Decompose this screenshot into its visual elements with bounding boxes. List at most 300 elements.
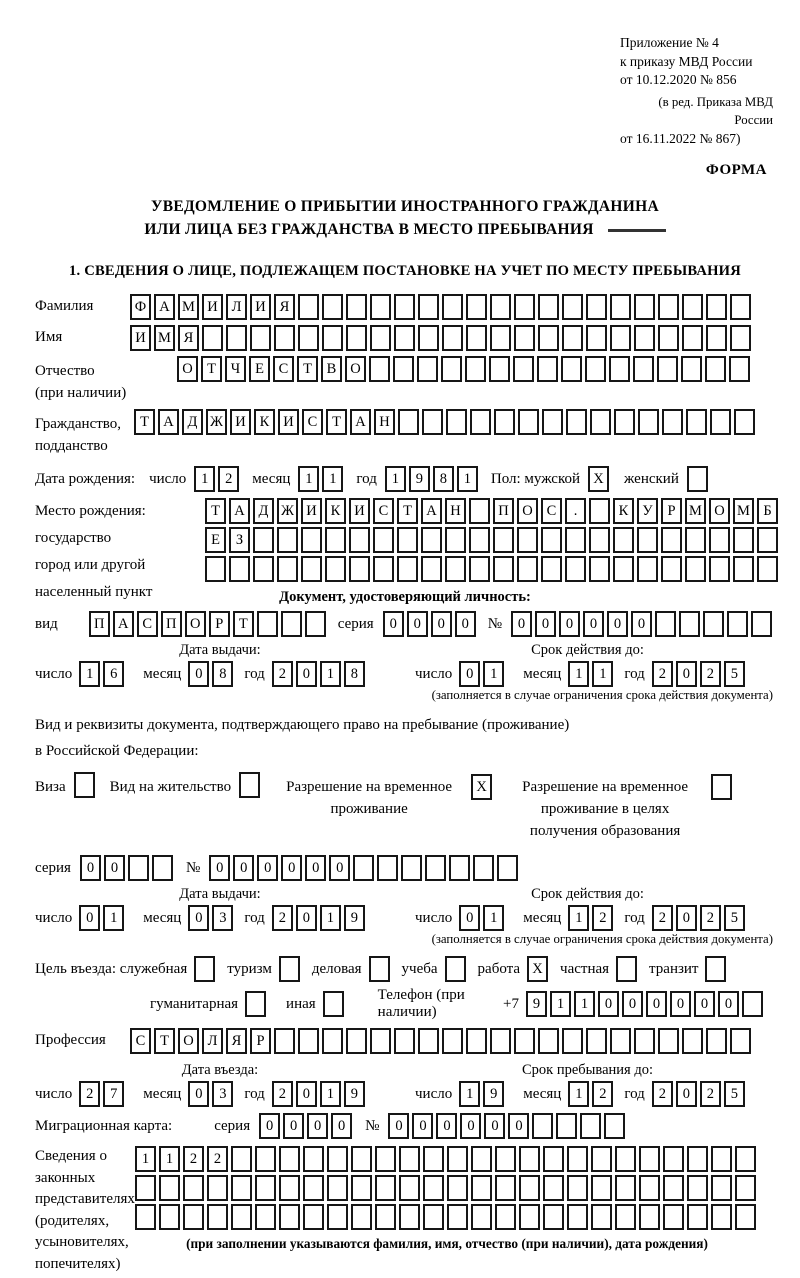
char-box[interactable]: А [229, 498, 250, 524]
char-box[interactable] [681, 356, 702, 382]
name-input[interactable] [130, 325, 754, 351]
char-box[interactable] [735, 1204, 756, 1230]
char-box[interactable]: 0 [484, 1113, 505, 1139]
char-box[interactable]: Т [201, 356, 222, 382]
char-box[interactable]: В [321, 356, 342, 382]
temp-residence-checkbox[interactable] [471, 774, 495, 800]
char-box[interactable]: 0 [209, 855, 230, 881]
char-box[interactable]: 0 [388, 1113, 409, 1139]
purpose-private-checkbox[interactable] [616, 956, 640, 982]
char-box[interactable]: 1 [568, 661, 589, 687]
char-box[interactable] [538, 1028, 559, 1054]
char-box[interactable]: 1 [79, 661, 100, 687]
char-box[interactable] [730, 294, 751, 320]
char-box[interactable] [538, 325, 559, 351]
char-box[interactable] [706, 325, 727, 351]
char-box[interactable]: 0 [508, 1113, 529, 1139]
char-box[interactable] [353, 855, 374, 881]
char-box[interactable] [253, 527, 274, 553]
char-box[interactable] [614, 409, 635, 435]
char-box[interactable]: X [588, 466, 609, 492]
char-box[interactable] [445, 527, 466, 553]
char-box[interactable]: Т [205, 498, 226, 524]
char-box[interactable] [327, 1204, 348, 1230]
char-box[interactable]: X [471, 774, 492, 800]
char-box[interactable]: 0 [455, 611, 476, 637]
char-box[interactable] [322, 294, 343, 320]
char-box[interactable]: 1 [320, 1081, 341, 1107]
char-box[interactable] [556, 1113, 577, 1139]
char-box[interactable]: . [565, 498, 586, 524]
char-box[interactable] [393, 356, 414, 382]
char-box[interactable] [250, 325, 271, 351]
char-box[interactable] [394, 325, 415, 351]
char-box[interactable]: М [685, 498, 706, 524]
char-box[interactable] [322, 1028, 343, 1054]
char-box[interactable] [591, 1146, 612, 1172]
char-box[interactable] [466, 1028, 487, 1054]
char-box[interactable] [74, 772, 95, 798]
char-box[interactable] [586, 294, 607, 320]
char-box[interactable] [469, 527, 490, 553]
char-box[interactable]: Л [226, 294, 247, 320]
char-box[interactable] [519, 1175, 540, 1201]
char-box[interactable]: Ж [277, 498, 298, 524]
char-box[interactable] [490, 325, 511, 351]
char-box[interactable]: 0 [436, 1113, 457, 1139]
char-box[interactable] [733, 556, 754, 582]
char-box[interactable] [301, 556, 322, 582]
char-box[interactable] [567, 1204, 588, 1230]
char-box[interactable] [231, 1146, 252, 1172]
char-box[interactable] [239, 772, 260, 798]
char-box[interactable] [589, 527, 610, 553]
char-box[interactable]: 0 [670, 991, 691, 1017]
char-box[interactable]: 0 [559, 611, 580, 637]
char-box[interactable] [465, 356, 486, 382]
char-box[interactable]: 0 [383, 611, 404, 637]
char-box[interactable]: 0 [331, 1113, 352, 1139]
char-box[interactable] [543, 1175, 564, 1201]
char-box[interactable] [514, 1028, 535, 1054]
char-box[interactable] [279, 956, 300, 982]
stay-until-year-input[interactable] [652, 1081, 748, 1107]
representatives-input-row3[interactable] [135, 1204, 759, 1230]
char-box[interactable] [303, 1204, 324, 1230]
char-box[interactable] [298, 294, 319, 320]
char-box[interactable]: 0 [188, 661, 209, 687]
char-box[interactable]: О [177, 356, 198, 382]
char-box[interactable] [661, 556, 682, 582]
char-box[interactable]: X [527, 956, 548, 982]
char-box[interactable] [634, 294, 655, 320]
char-box[interactable] [589, 556, 610, 582]
char-box[interactable]: 0 [631, 611, 652, 637]
char-box[interactable] [399, 1175, 420, 1201]
char-box[interactable] [615, 1204, 636, 1230]
char-box[interactable] [183, 1204, 204, 1230]
char-box[interactable]: 0 [281, 855, 302, 881]
char-box[interactable] [274, 325, 295, 351]
char-box[interactable] [639, 1175, 660, 1201]
char-box[interactable] [562, 1028, 583, 1054]
char-box[interactable]: 0 [431, 611, 452, 637]
char-box[interactable] [493, 527, 514, 553]
char-box[interactable] [532, 1113, 553, 1139]
char-box[interactable] [686, 409, 707, 435]
char-box[interactable] [445, 956, 466, 982]
char-box[interactable]: Я [274, 294, 295, 320]
char-box[interactable]: 1 [320, 905, 341, 931]
char-box[interactable] [231, 1175, 252, 1201]
char-box[interactable]: 0 [329, 855, 350, 881]
char-box[interactable]: К [325, 498, 346, 524]
char-box[interactable]: 2 [79, 1081, 100, 1107]
doc-number-input[interactable] [511, 611, 775, 637]
char-box[interactable]: О [517, 498, 538, 524]
char-box[interactable]: 3 [212, 905, 233, 931]
char-box[interactable] [207, 1204, 228, 1230]
purpose-humanitarian-checkbox[interactable] [245, 991, 269, 1017]
char-box[interactable] [229, 556, 250, 582]
char-box[interactable] [634, 1028, 655, 1054]
char-box[interactable]: И [130, 325, 151, 351]
char-box[interactable] [613, 527, 634, 553]
char-box[interactable] [375, 1146, 396, 1172]
char-box[interactable]: 0 [646, 991, 667, 1017]
doc-issue-year-input[interactable] [272, 661, 368, 687]
char-box[interactable]: 0 [676, 1081, 697, 1107]
char-box[interactable]: 8 [212, 661, 233, 687]
char-box[interactable] [369, 956, 390, 982]
char-box[interactable] [351, 1175, 372, 1201]
char-box[interactable]: 0 [188, 1081, 209, 1107]
patronymic-input[interactable] [177, 356, 753, 382]
char-box[interactable]: А [154, 294, 175, 320]
char-box[interactable] [325, 527, 346, 553]
char-box[interactable] [257, 611, 278, 637]
char-box[interactable] [394, 294, 415, 320]
char-box[interactable]: 8 [433, 466, 454, 492]
char-box[interactable]: 6 [103, 661, 124, 687]
char-box[interactable] [205, 556, 226, 582]
char-box[interactable] [751, 611, 772, 637]
char-box[interactable] [706, 294, 727, 320]
char-box[interactable] [638, 409, 659, 435]
char-box[interactable]: Н [445, 498, 466, 524]
char-box[interactable]: 1 [574, 991, 595, 1017]
char-box[interactable]: С [137, 611, 158, 637]
char-box[interactable] [730, 325, 751, 351]
char-box[interactable]: 7 [103, 1081, 124, 1107]
char-box[interactable] [616, 956, 637, 982]
char-box[interactable] [517, 556, 538, 582]
char-box[interactable]: Ж [206, 409, 227, 435]
char-box[interactable]: Д [253, 498, 274, 524]
purpose-work-checkbox[interactable] [527, 956, 551, 982]
purpose-transit-checkbox[interactable] [705, 956, 729, 982]
char-box[interactable] [610, 325, 631, 351]
char-box[interactable] [633, 356, 654, 382]
char-box[interactable] [709, 527, 730, 553]
char-box[interactable] [679, 611, 700, 637]
char-box[interactable]: П [161, 611, 182, 637]
char-box[interactable] [399, 1204, 420, 1230]
profession-input[interactable] [130, 1028, 754, 1054]
char-box[interactable]: И [349, 498, 370, 524]
char-box[interactable]: 1 [457, 466, 478, 492]
char-box[interactable] [421, 527, 442, 553]
char-box[interactable] [711, 1204, 732, 1230]
char-box[interactable] [663, 1175, 684, 1201]
char-box[interactable] [447, 1175, 468, 1201]
temp-residence-education-checkbox[interactable] [711, 774, 735, 800]
char-box[interactable] [279, 1175, 300, 1201]
permit-issue-month-input[interactable] [188, 905, 236, 931]
char-box[interactable]: 0 [283, 1113, 304, 1139]
char-box[interactable]: П [493, 498, 514, 524]
char-box[interactable] [373, 556, 394, 582]
char-box[interactable]: С [373, 498, 394, 524]
char-box[interactable]: 0 [305, 855, 326, 881]
char-box[interactable]: М [178, 294, 199, 320]
char-box[interactable]: А [350, 409, 371, 435]
char-box[interactable] [562, 325, 583, 351]
sex-female-checkbox[interactable] [687, 466, 711, 492]
char-box[interactable] [397, 527, 418, 553]
char-box[interactable] [202, 325, 223, 351]
char-box[interactable]: 0 [676, 661, 697, 687]
char-box[interactable] [255, 1175, 276, 1201]
char-box[interactable]: Я [178, 325, 199, 351]
char-box[interactable] [590, 409, 611, 435]
char-box[interactable]: 3 [212, 1081, 233, 1107]
char-box[interactable] [661, 527, 682, 553]
char-box[interactable] [398, 409, 419, 435]
char-box[interactable]: 2 [272, 661, 293, 687]
char-box[interactable] [447, 1146, 468, 1172]
char-box[interactable] [490, 1028, 511, 1054]
representatives-input-row1[interactable] [135, 1146, 759, 1172]
char-box[interactable]: О [178, 1028, 199, 1054]
char-box[interactable] [663, 1146, 684, 1172]
migration-number-input[interactable] [388, 1113, 628, 1139]
char-box[interactable] [231, 1204, 252, 1230]
stay-until-month-input[interactable] [568, 1081, 616, 1107]
char-box[interactable]: 1 [550, 991, 571, 1017]
char-box[interactable]: 0 [259, 1113, 280, 1139]
char-box[interactable] [277, 556, 298, 582]
char-box[interactable] [253, 556, 274, 582]
char-box[interactable] [301, 527, 322, 553]
char-box[interactable] [663, 1204, 684, 1230]
char-box[interactable] [682, 325, 703, 351]
char-box[interactable] [469, 498, 490, 524]
doc-valid-month-input[interactable] [568, 661, 616, 687]
permit-valid-year-input[interactable] [652, 905, 748, 931]
char-box[interactable] [489, 356, 510, 382]
char-box[interactable]: К [613, 498, 634, 524]
char-box[interactable] [565, 556, 586, 582]
char-box[interactable] [274, 1028, 295, 1054]
char-box[interactable] [589, 498, 610, 524]
purpose-other-checkbox[interactable] [323, 991, 347, 1017]
birth-day-input[interactable] [194, 466, 242, 492]
char-box[interactable]: 2 [218, 466, 239, 492]
char-box[interactable]: 0 [460, 1113, 481, 1139]
char-box[interactable]: 0 [296, 1081, 317, 1107]
char-box[interactable] [370, 294, 391, 320]
char-box[interactable] [567, 1175, 588, 1201]
char-box[interactable] [373, 527, 394, 553]
birth-place-input-row1[interactable] [205, 498, 781, 524]
char-box[interactable] [562, 294, 583, 320]
char-box[interactable]: 1 [592, 661, 613, 687]
char-box[interactable]: 1 [135, 1146, 156, 1172]
char-box[interactable] [727, 611, 748, 637]
char-box[interactable]: 0 [296, 905, 317, 931]
char-box[interactable]: 0 [622, 991, 643, 1017]
char-box[interactable]: Е [205, 527, 226, 553]
char-box[interactable]: 1 [483, 661, 504, 687]
birth-month-input[interactable] [298, 466, 346, 492]
char-box[interactable]: 2 [700, 1081, 721, 1107]
char-box[interactable] [735, 1146, 756, 1172]
char-box[interactable]: 2 [207, 1146, 228, 1172]
char-box[interactable] [615, 1146, 636, 1172]
char-box[interactable] [711, 1175, 732, 1201]
char-box[interactable]: А [113, 611, 134, 637]
char-box[interactable]: 1 [459, 1081, 480, 1107]
char-box[interactable] [497, 855, 518, 881]
char-box[interactable] [298, 1028, 319, 1054]
char-box[interactable]: 1 [194, 466, 215, 492]
permit-issue-year-input[interactable] [272, 905, 368, 931]
char-box[interactable]: А [421, 498, 442, 524]
char-box[interactable] [194, 956, 215, 982]
char-box[interactable]: 2 [592, 905, 613, 931]
char-box[interactable] [662, 409, 683, 435]
char-box[interactable] [470, 409, 491, 435]
char-box[interactable] [159, 1204, 180, 1230]
char-box[interactable]: 9 [483, 1081, 504, 1107]
doc-kind-input[interactable] [89, 611, 329, 637]
char-box[interactable] [730, 1028, 751, 1054]
char-box[interactable]: Л [202, 1028, 223, 1054]
char-box[interactable]: М [154, 325, 175, 351]
char-box[interactable] [375, 1175, 396, 1201]
char-box[interactable] [135, 1204, 156, 1230]
char-box[interactable]: 2 [700, 661, 721, 687]
char-box[interactable] [418, 294, 439, 320]
char-box[interactable] [687, 1204, 708, 1230]
char-box[interactable] [325, 556, 346, 582]
char-box[interactable]: 0 [583, 611, 604, 637]
char-box[interactable] [441, 356, 462, 382]
char-box[interactable]: И [278, 409, 299, 435]
char-box[interactable]: Т [297, 356, 318, 382]
char-box[interactable] [710, 409, 731, 435]
char-box[interactable] [423, 1204, 444, 1230]
char-box[interactable]: Т [397, 498, 418, 524]
char-box[interactable] [245, 991, 266, 1017]
char-box[interactable] [423, 1146, 444, 1172]
char-box[interactable]: 0 [607, 611, 628, 637]
char-box[interactable]: А [158, 409, 179, 435]
char-box[interactable]: 0 [79, 905, 100, 931]
char-box[interactable]: И [301, 498, 322, 524]
char-box[interactable] [349, 556, 370, 582]
char-box[interactable]: 0 [307, 1113, 328, 1139]
char-box[interactable] [494, 409, 515, 435]
char-box[interactable]: 0 [598, 991, 619, 1017]
char-box[interactable]: 5 [724, 1081, 745, 1107]
char-box[interactable]: 1 [298, 466, 319, 492]
char-box[interactable] [255, 1146, 276, 1172]
char-box[interactable] [709, 556, 730, 582]
char-box[interactable] [422, 409, 443, 435]
char-box[interactable] [734, 409, 755, 435]
char-box[interactable] [610, 294, 631, 320]
purpose-business-checkbox[interactable] [194, 956, 218, 982]
char-box[interactable] [565, 527, 586, 553]
char-box[interactable]: Д [182, 409, 203, 435]
char-box[interactable]: 0 [676, 905, 697, 931]
char-box[interactable] [375, 1204, 396, 1230]
char-box[interactable]: 0 [80, 855, 101, 881]
doc-issue-day-input[interactable] [79, 661, 127, 687]
char-box[interactable] [613, 556, 634, 582]
char-box[interactable] [135, 1175, 156, 1201]
char-box[interactable] [542, 409, 563, 435]
char-box[interactable] [449, 855, 470, 881]
char-box[interactable] [586, 325, 607, 351]
char-box[interactable]: О [345, 356, 366, 382]
char-box[interactable] [279, 1204, 300, 1230]
char-box[interactable] [517, 527, 538, 553]
citizenship-input[interactable] [134, 409, 758, 435]
char-box[interactable]: 1 [568, 905, 589, 931]
char-box[interactable] [303, 1146, 324, 1172]
char-box[interactable] [711, 1146, 732, 1172]
permit-number-input[interactable] [209, 855, 521, 881]
char-box[interactable] [658, 1028, 679, 1054]
char-box[interactable] [226, 325, 247, 351]
char-box[interactable] [495, 1146, 516, 1172]
char-box[interactable]: У [637, 498, 658, 524]
char-box[interactable]: Т [326, 409, 347, 435]
char-box[interactable] [580, 1113, 601, 1139]
char-box[interactable]: 0 [188, 905, 209, 931]
char-box[interactable] [519, 1146, 540, 1172]
entry-year-input[interactable] [272, 1081, 368, 1107]
char-box[interactable] [703, 611, 724, 637]
char-box[interactable] [279, 1146, 300, 1172]
sex-male-checkbox[interactable] [588, 466, 612, 492]
char-box[interactable]: П [89, 611, 110, 637]
char-box[interactable]: 1 [103, 905, 124, 931]
char-box[interactable]: 0 [459, 905, 480, 931]
char-box[interactable] [634, 325, 655, 351]
char-box[interactable] [183, 1175, 204, 1201]
char-box[interactable] [369, 356, 390, 382]
char-box[interactable] [514, 325, 535, 351]
char-box[interactable] [394, 1028, 415, 1054]
birth-place-input-row2[interactable] [205, 527, 781, 553]
char-box[interactable] [323, 991, 344, 1017]
char-box[interactable]: 2 [272, 1081, 293, 1107]
char-box[interactable] [471, 1175, 492, 1201]
